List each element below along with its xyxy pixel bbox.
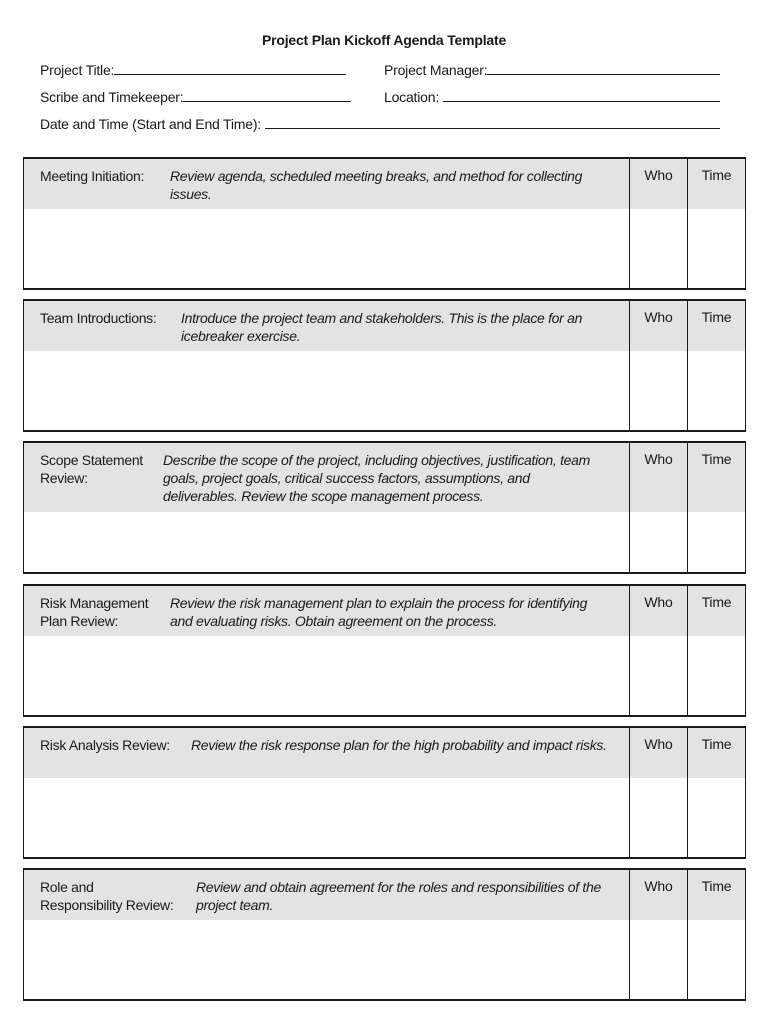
section-description: Review the risk management plan to explain the process for identifying and evaluating risks. Obtain agreement on the process.	[170, 595, 588, 629]
section-label: Team Introductions:	[40, 310, 157, 326]
who-cell[interactable]	[629, 586, 687, 715]
agenda-section-team-introductions	[23, 299, 746, 432]
agenda-section-meeting-initiation	[23, 157, 746, 290]
project-manager-field[interactable]	[487, 61, 720, 75]
agenda-section-scope-statement-review	[23, 441, 746, 574]
agenda-section-role-responsibility-review	[23, 868, 746, 1001]
who-header: Who	[630, 301, 687, 351]
time-header: Time	[688, 586, 745, 636]
section-description: Review and obtain agreement for the roles and responsibilities of the project team.	[196, 879, 601, 913]
who-cell[interactable]	[629, 301, 687, 430]
time-cell[interactable]	[687, 301, 745, 430]
scribe-field[interactable]	[183, 88, 351, 102]
header-row-2	[40, 88, 351, 105]
location-field[interactable]	[443, 88, 720, 102]
section-label: Role and Responsibility Review:	[40, 879, 174, 913]
date-time-field[interactable]	[265, 115, 720, 129]
time-cell[interactable]	[687, 870, 745, 999]
section-label: Meeting Initiation:	[40, 168, 145, 184]
header-row-1b	[384, 61, 720, 78]
who-cell[interactable]	[629, 159, 687, 288]
agenda-section-risk-analysis-review	[23, 726, 746, 859]
who-cell[interactable]	[629, 870, 687, 999]
time-cell[interactable]	[687, 159, 745, 288]
time-header: Time	[688, 301, 745, 351]
section-label: Risk Management Plan Review:	[40, 595, 149, 629]
section-description: Review the risk response plan for the high probability and impact risks.	[191, 737, 607, 753]
who-header: Who	[630, 586, 687, 636]
section-label: Risk Analysis Review:	[40, 737, 170, 753]
who-header: Who	[630, 870, 687, 920]
time-cell[interactable]	[687, 586, 745, 715]
section-description: Introduce the project team and stakeholders. This is the place for an icebreaker exercise.	[181, 310, 583, 344]
location-label: Location:	[384, 89, 443, 105]
date-time-label: Date and Time (Start and End Time):	[40, 116, 265, 132]
project-title-label: Project Title:	[40, 62, 115, 78]
who-header: Who	[630, 728, 687, 778]
header-row-1	[40, 61, 346, 78]
agenda-section-risk-management-plan-review	[23, 584, 746, 717]
project-manager-label: Project Manager:	[384, 62, 488, 78]
who-cell[interactable]	[629, 443, 687, 572]
document-title: Project Plan Kickoff Agenda Template	[261, 32, 507, 48]
section-description: Describe the scope of the project, including objectives, justification, team goals, project goals, critical success factors, assumptions, and deliverables. Review the scope management process.	[163, 452, 590, 504]
time-header: Time	[688, 443, 745, 512]
section-label: Scope Statement Review:	[40, 452, 143, 486]
time-header: Time	[688, 159, 745, 209]
time-header: Time	[688, 728, 745, 778]
header-row-2b	[384, 88, 720, 105]
who-cell[interactable]	[629, 728, 687, 857]
project-title-field[interactable]	[114, 61, 346, 75]
time-cell[interactable]	[687, 443, 745, 572]
who-header: Who	[630, 443, 687, 512]
who-header: Who	[630, 159, 687, 209]
section-description: Review agenda, scheduled meeting breaks, and method for collecting issues.	[170, 168, 583, 202]
time-header: Time	[688, 870, 745, 920]
header-row-3	[40, 115, 720, 132]
time-cell[interactable]	[687, 728, 745, 857]
scribe-label: Scribe and Timekeeper:	[40, 89, 184, 105]
